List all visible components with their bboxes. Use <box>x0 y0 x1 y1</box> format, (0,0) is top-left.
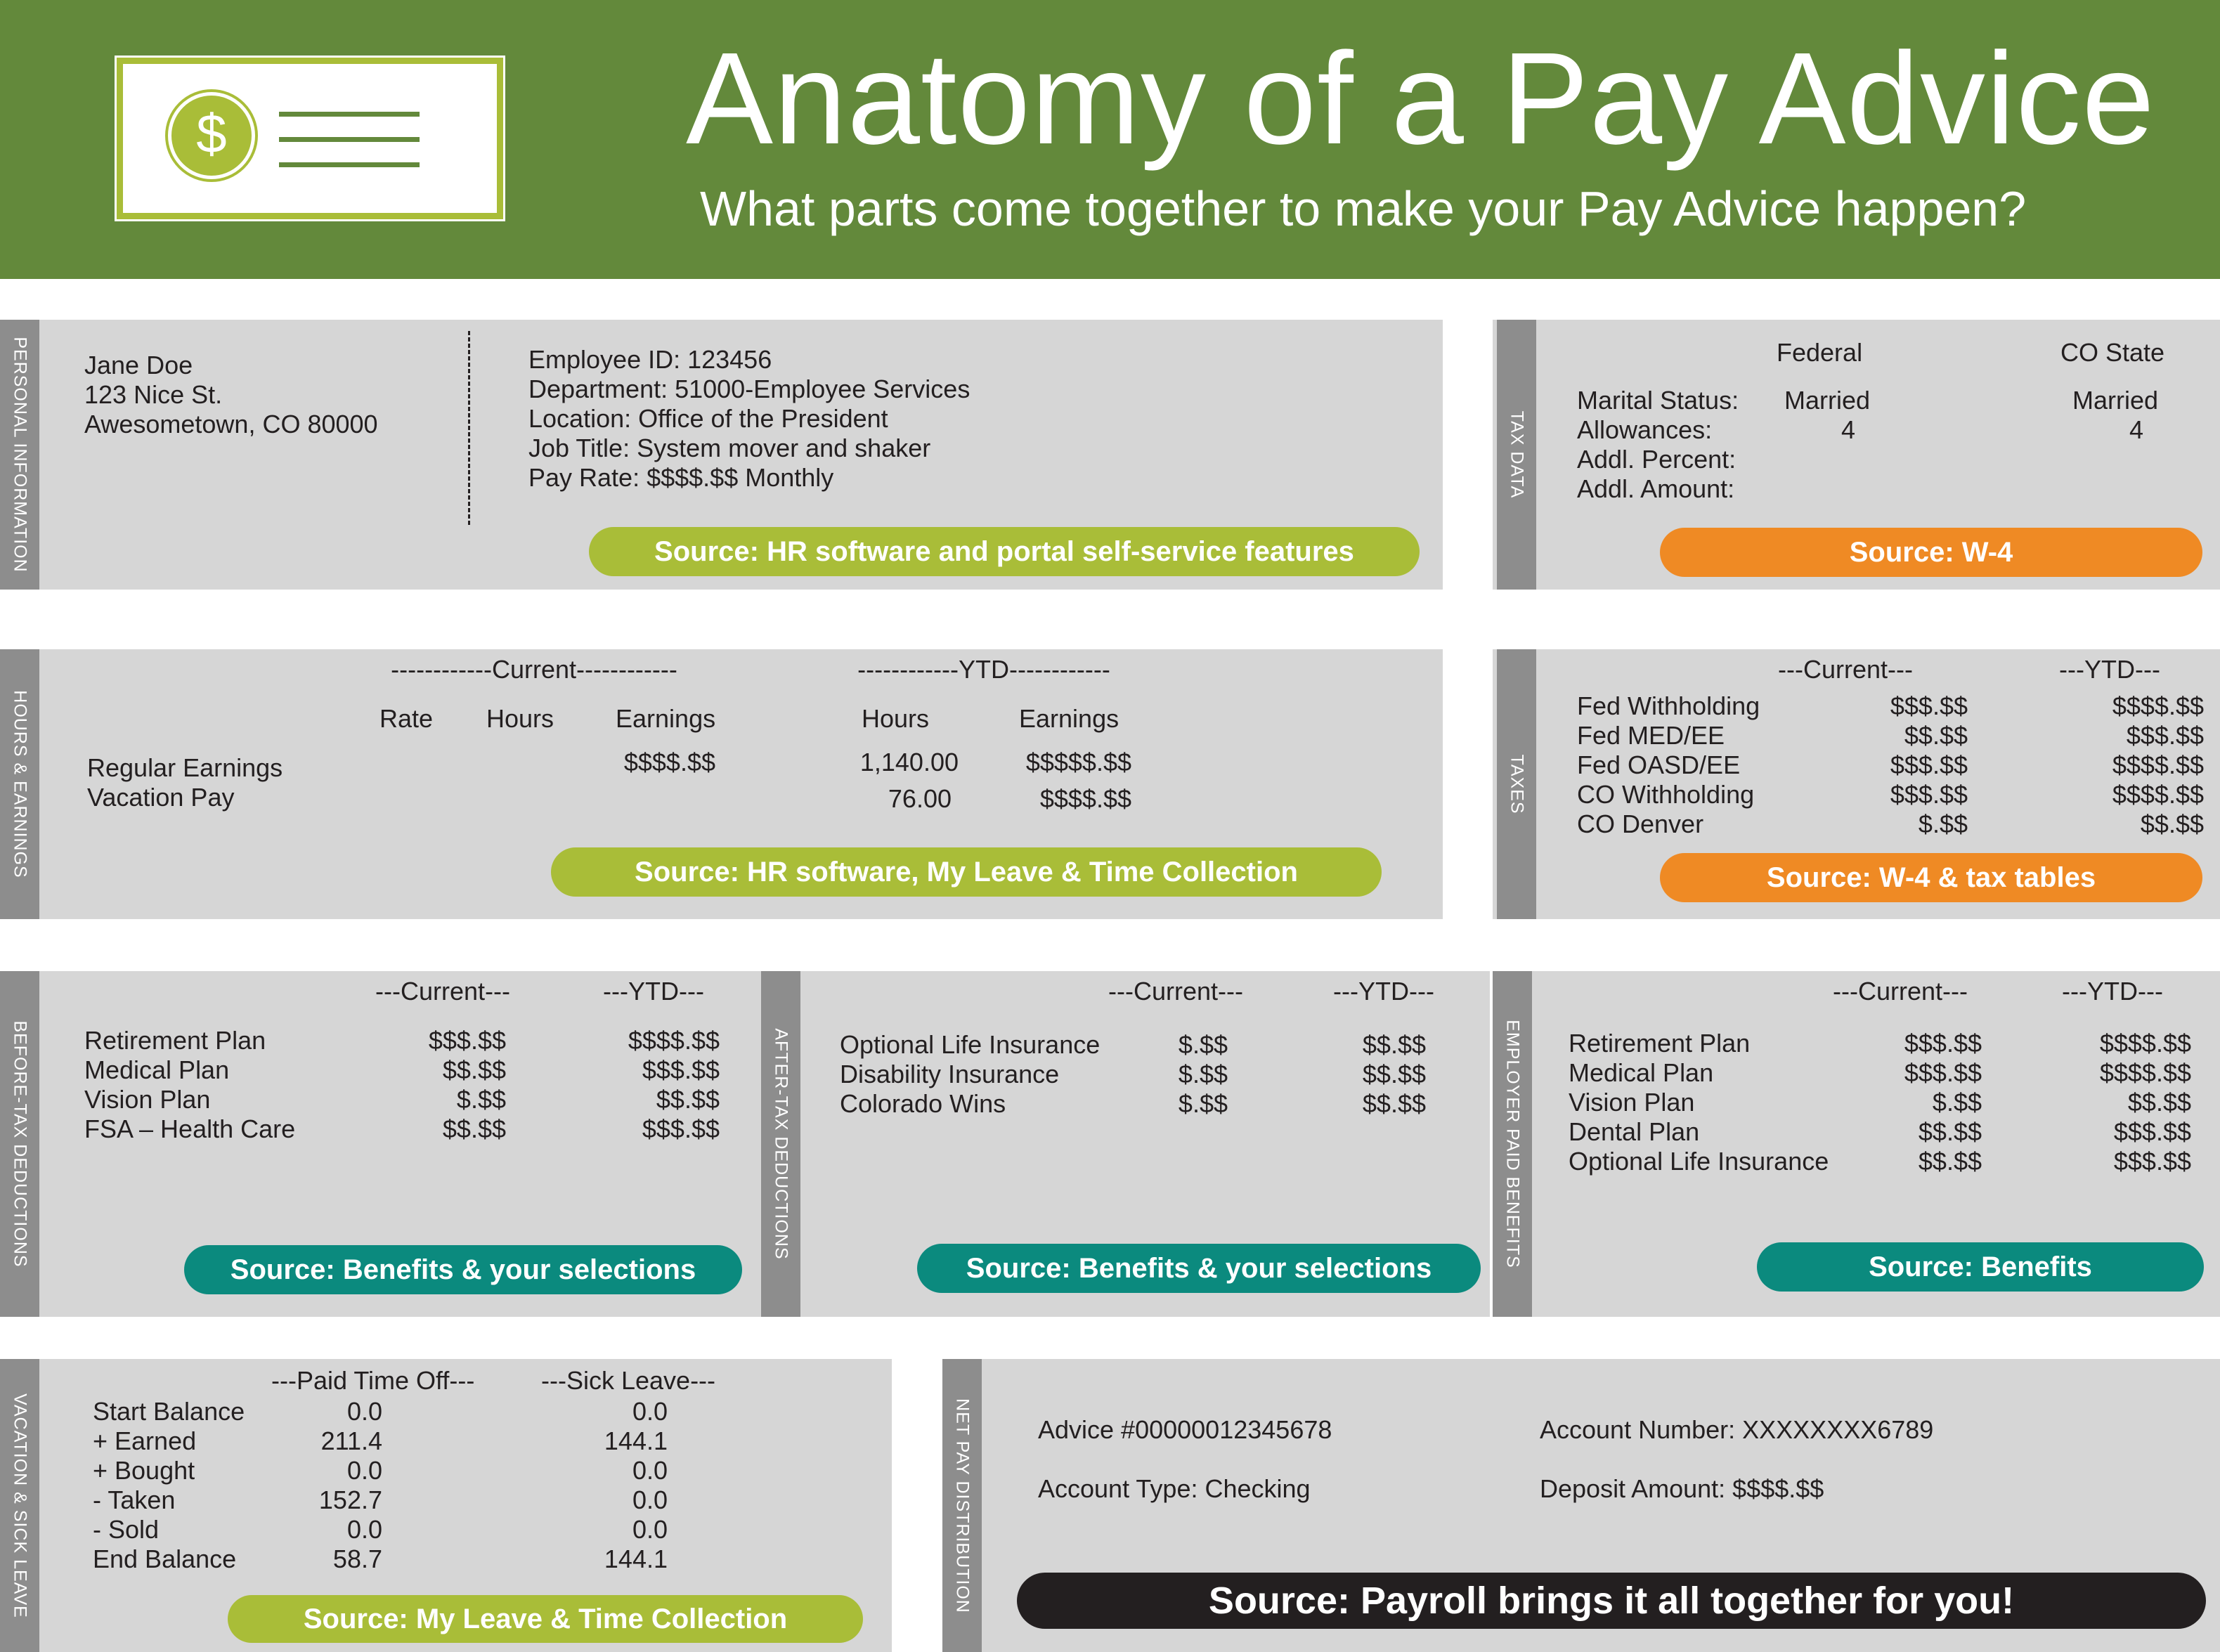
ytd-value: $$$$.$$ <box>2099 1058 2191 1087</box>
current-value: $$.$$ <box>1918 1147 1982 1176</box>
row-label: + Earned <box>93 1426 197 1455</box>
pto-value: 211.4 <box>320 1426 382 1455</box>
ytd-value: $$.$$ <box>2140 809 2204 838</box>
current-value: $$.$$ <box>1904 721 1968 750</box>
section-tab: TAXES <box>1497 649 1536 919</box>
employer-paid-benefits-panel <box>1493 971 2220 1317</box>
department: Department: 51000-Employee Services <box>528 375 971 403</box>
pto-value: 58.7 <box>332 1544 382 1573</box>
section-tab: HOURS & EARNINGS <box>0 649 39 919</box>
ytd-header: ------------YTD------------ <box>857 655 1110 684</box>
sick-value: 0.0 <box>632 1515 668 1544</box>
ytd-value: $$$$.$$ <box>2112 750 2204 779</box>
row-label: End Balance <box>93 1544 237 1573</box>
net-pay-distribution-panel <box>942 1359 2220 1652</box>
row-label: Disability Insurance <box>840 1060 1060 1088</box>
row-label: - Taken <box>93 1485 176 1514</box>
taxes-panel <box>1493 649 2220 919</box>
row-label: Retirement Plan <box>1569 1029 1751 1058</box>
section-tab: PERSONAL INFORMATION <box>0 320 39 590</box>
row-label: Vacation Pay <box>87 783 235 812</box>
hours-earnings-panel <box>0 649 1443 919</box>
section-tab: BEFORE-TAX DEDUCTIONS <box>0 971 39 1317</box>
earnings-value: $$$$.$$ <box>623 748 715 776</box>
row-label: - Sold <box>93 1515 160 1544</box>
row-label: Fed OASD/EE <box>1577 750 1741 779</box>
card-line <box>279 162 420 167</box>
current-value: $.$$ <box>1918 809 1968 838</box>
row-label: FSA – Health Care <box>84 1114 296 1143</box>
row-label: CO Denver <box>1577 809 1704 838</box>
page-subtitle: What parts come together to make your Pay Advice happen? <box>700 181 2027 236</box>
ytd-value: $$$$.$$ <box>628 1026 720 1055</box>
row-label: Regular Earnings <box>87 753 283 782</box>
current-header: ---Current--- <box>1833 977 1968 1006</box>
marital-status-label: Marital Status: <box>1577 386 1739 415</box>
after-tax-deductions-panel <box>761 971 1490 1317</box>
source-pill: Source: Payroll brings it all together for you! <box>1017 1573 2206 1629</box>
deposit-amount: Deposit Amount: $$$$.$$ <box>1540 1474 1824 1503</box>
ytd-header: ---YTD--- <box>1333 977 1434 1006</box>
pto-value: 0.0 <box>346 1456 382 1485</box>
ytd-value: $$$.$$ <box>642 1114 720 1143</box>
row-label: + Bought <box>93 1456 195 1485</box>
current-value: $$$.$$ <box>1904 1029 1982 1058</box>
ytd-value: $$$$.$$ <box>2112 780 2204 809</box>
section-tab: VACATION & SICK LEAVE <box>0 1359 39 1652</box>
account-number: Account Number: XXXXXXXX6789 <box>1540 1415 1934 1444</box>
ytd-value: $$.$$ <box>1362 1060 1426 1088</box>
pto-header: ---Paid Time Off--- <box>271 1366 475 1395</box>
page-title: Anatomy of a Pay Advice <box>686 26 2155 171</box>
current-value: $$$.$$ <box>428 1026 506 1055</box>
row-label: CO Withholding <box>1577 780 1755 809</box>
section-tab: AFTER-TAX DEDUCTIONS <box>761 971 800 1317</box>
col-rate: Rate <box>379 704 434 733</box>
current-value: $$$.$$ <box>1890 780 1968 809</box>
row-label: Optional Life Insurance <box>840 1030 1101 1059</box>
allowances-label: Allowances: <box>1577 415 1713 444</box>
current-header: ---Current--- <box>1108 977 1243 1006</box>
sick-value: 0.0 <box>632 1456 668 1485</box>
ytd-earnings-value: $$$$$.$$ <box>1025 748 1131 776</box>
card-line <box>279 137 420 142</box>
dollar-coin-icon: $ <box>168 92 255 179</box>
federal-allowances: 4 <box>1841 415 1856 444</box>
ytd-value: $$.$$ <box>1362 1030 1426 1059</box>
paycheck-icon <box>117 58 503 219</box>
pay-rate: Pay Rate: $$$$.$$ Monthly <box>528 463 834 492</box>
source-pill: Source: W-4 & tax tables <box>1660 853 2202 902</box>
sick-header: ---Sick Leave--- <box>541 1366 716 1395</box>
sick-value: 0.0 <box>632 1485 668 1514</box>
advice-number: Advice #00000012345678 <box>1038 1415 1332 1444</box>
before-tax-deductions-panel <box>0 971 761 1317</box>
address-line: Awesometown, CO 80000 <box>84 410 378 438</box>
current-value: $.$$ <box>456 1085 506 1114</box>
header-banner <box>0 0 2220 279</box>
col-earnings: Earnings <box>616 704 716 733</box>
row-label: Medical Plan <box>1569 1058 1714 1087</box>
ytd-value: $$.$$ <box>2127 1088 2191 1117</box>
row-label: Optional Life Insurance <box>1569 1147 1829 1176</box>
row-label: Vision Plan <box>1569 1088 1695 1117</box>
row-label: Colorado Wins <box>840 1089 1006 1118</box>
employee-id: Employee ID: 123456 <box>528 345 772 374</box>
ytd-value: $$$.$$ <box>2113 1117 2191 1146</box>
current-value: $$.$$ <box>442 1114 506 1143</box>
ytd-hours-value: 76.00 <box>888 784 952 813</box>
current-value: $$$.$$ <box>1904 1058 1982 1087</box>
row-label: Retirement Plan <box>84 1026 266 1055</box>
card-line <box>279 112 420 117</box>
tax-data-panel <box>1493 320 2220 590</box>
current-value: $$.$$ <box>1918 1117 1982 1146</box>
current-value: $.$$ <box>1932 1088 1982 1117</box>
federal-marital: Married <box>1784 386 1871 415</box>
location: Location: Office of the President <box>528 404 888 433</box>
sick-value: 144.1 <box>604 1426 668 1455</box>
ytd-value: $$$$.$$ <box>2099 1029 2191 1058</box>
divider <box>468 331 470 525</box>
section-tab: TAX DATA <box>1497 320 1536 590</box>
addl-amount-label: Addl. Amount: <box>1577 474 1735 503</box>
current-value: $.$$ <box>1178 1030 1228 1059</box>
ytd-earnings-value: $$$$.$$ <box>1039 784 1131 813</box>
ytd-value: $$$.$$ <box>2113 1147 2191 1176</box>
pto-value: 152.7 <box>318 1485 382 1514</box>
current-value: $$$.$$ <box>1890 691 1968 720</box>
ytd-hours-value: 1,140.00 <box>859 748 959 776</box>
source-pill: Source: HR software, My Leave & Time Collection <box>551 847 1382 897</box>
personal-information-panel <box>0 320 1443 590</box>
current-value: $.$$ <box>1178 1089 1228 1118</box>
vacation-sick-leave-panel <box>0 1359 892 1652</box>
section-tab: EMPLOYER PAID BENEFITS <box>1493 971 1532 1317</box>
addl-percent-label: Addl. Percent: <box>1577 445 1737 474</box>
state-allowances: 4 <box>2129 415 2144 444</box>
ytd-value: $$$.$$ <box>642 1055 720 1084</box>
current-header: ------------Current------------ <box>391 655 677 684</box>
current-header: ---Current--- <box>1778 655 1913 684</box>
account-type: Account Type: Checking <box>1038 1474 1311 1503</box>
pto-value: 0.0 <box>346 1515 382 1544</box>
sick-value: 144.1 <box>604 1544 668 1573</box>
source-pill: Source: Benefits & your selections <box>917 1244 1481 1293</box>
source-pill: Source: HR software and portal self-service features <box>589 527 1420 576</box>
row-label: Fed Withholding <box>1577 691 1760 720</box>
col-ytd-hours: Hours <box>862 704 930 733</box>
col-ytd-earnings: Earnings <box>1019 704 1119 733</box>
state-header: CO State <box>2060 338 2165 367</box>
address-line: Jane Doe <box>84 351 193 379</box>
ytd-header: ---YTD--- <box>2059 655 2160 684</box>
row-label: Fed MED/EE <box>1577 721 1725 750</box>
row-label: Medical Plan <box>84 1055 230 1084</box>
ytd-value: $$$.$$ <box>2126 721 2204 750</box>
state-marital: Married <box>2072 386 2159 415</box>
col-hours: Hours <box>486 704 554 733</box>
source-pill: Source: My Leave & Time Collection <box>228 1595 863 1643</box>
current-value: $$.$$ <box>442 1055 506 1084</box>
current-header: ---Current--- <box>375 977 510 1006</box>
sick-value: 0.0 <box>632 1397 668 1426</box>
row-label: Dental Plan <box>1569 1117 1700 1146</box>
source-pill: Source: Benefits <box>1757 1242 2204 1292</box>
row-label: Vision Plan <box>84 1085 211 1114</box>
federal-header: Federal <box>1777 338 1863 367</box>
source-pill: Source: W-4 <box>1660 528 2202 577</box>
ytd-value: $$.$$ <box>1362 1089 1426 1118</box>
ytd-header: ---YTD--- <box>2062 977 2163 1006</box>
ytd-header: ---YTD--- <box>603 977 704 1006</box>
current-value: $.$$ <box>1178 1060 1228 1088</box>
section-tab: NET PAY DISTRIBUTION <box>942 1359 982 1652</box>
source-pill: Source: Benefits & your selections <box>184 1245 742 1294</box>
pto-value: 0.0 <box>346 1397 382 1426</box>
current-value: $$$.$$ <box>1890 750 1968 779</box>
ytd-value: $$$$.$$ <box>2112 691 2204 720</box>
ytd-value: $$.$$ <box>656 1085 720 1114</box>
address-line: 123 Nice St. <box>84 380 223 409</box>
row-label: Start Balance <box>93 1397 245 1426</box>
job-title: Job Title: System mover and shaker <box>528 434 931 462</box>
